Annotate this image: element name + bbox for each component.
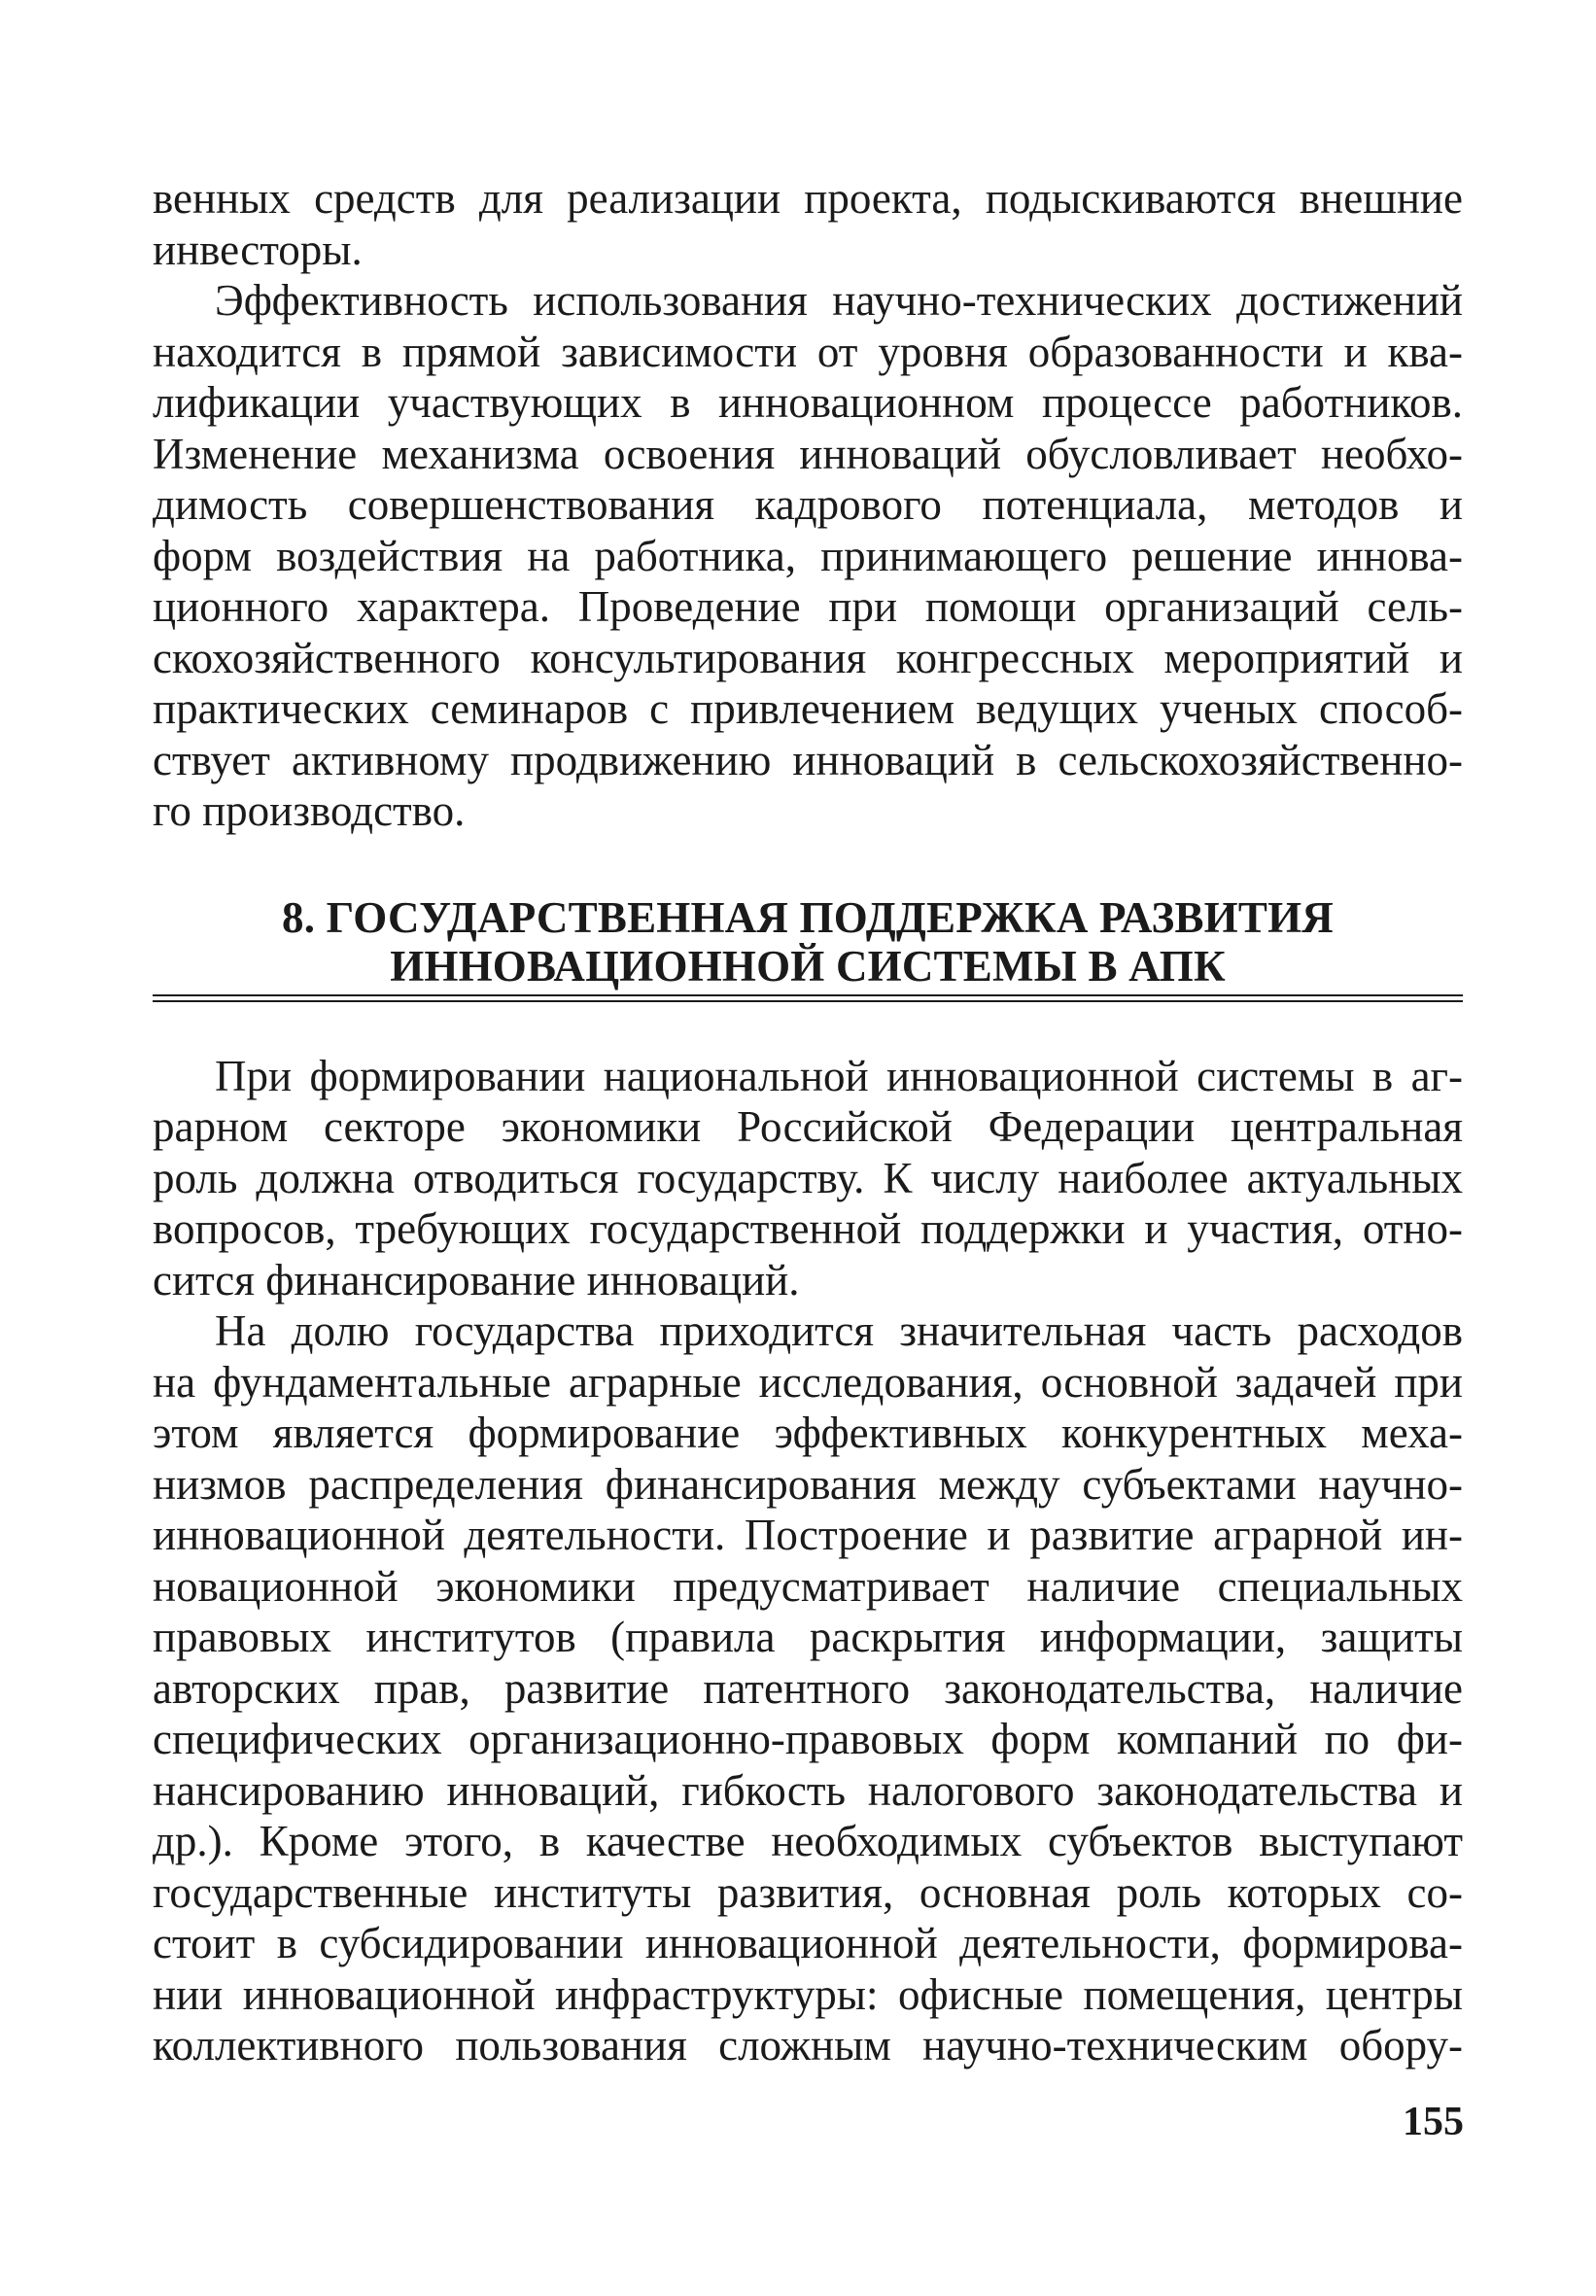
heading-double-rule	[153, 994, 1463, 1002]
section-heading	[153, 893, 1463, 991]
text-line: сится финансирование инноваций.	[153, 1255, 800, 1305]
text-line: форм воздействия на работника, принимающего решение иннова-	[153, 531, 1463, 580]
paragraph-national-system	[153, 1051, 1463, 1306]
text-line: нансированию инноваций, гибкость налогового законодательства и	[153, 1765, 1463, 1815]
text-line: При формировании национальной инновационной системы в аг-	[215, 1051, 1463, 1100]
page-body	[153, 173, 1463, 2071]
text-line: др.). Кроме этого, в качестве необходимых субъектов выступают	[153, 1817, 1463, 1865]
section-heading-line-1: 8. ГОСУДАРСТВЕННАЯ ПОДДЕРЖКА РАЗВИТИЯ	[282, 892, 1334, 942]
text-line: венных средств для реализации проекта, подыскиваются внешние	[153, 174, 1463, 223]
text-line: роль должна отводиться государству. К числу наиболее актуальных	[153, 1153, 1463, 1202]
text-line: правовых институтов (правила раскрытия информации, защиты	[153, 1613, 1463, 1661]
text-line: На долю государства приходится значительная часть расходов	[215, 1306, 1463, 1355]
text-line: инновационной деятельности. Построение и развитие аграрной ин-	[153, 1511, 1463, 1559]
text-line: новационной экономики предусматривает наличие специальных	[153, 1561, 1463, 1611]
page-number: 155	[1403, 2100, 1464, 2144]
text-line: находится в прямой зависимости от уровня образованности и ква-	[153, 327, 1463, 376]
section-heading-line-2: ИННОВАЦИОННОЙ СИСТЕМЫ В АПК	[390, 941, 1226, 991]
text-line: димость совершенствования кадрового потенциала, методов и	[153, 480, 1463, 529]
text-line: Эффективность использования научно-технических достижений	[215, 276, 1463, 325]
text-line: этом является формирование эффективных конкурентных меха-	[153, 1409, 1463, 1457]
text-line: лификации участвующих в инновационном процессе работников.	[153, 378, 1463, 427]
paragraph-efficiency	[153, 275, 1463, 837]
text-line: ствует активному продвижению инноваций в сельскохозяйственно-	[153, 735, 1463, 784]
text-line: го производство.	[153, 786, 466, 835]
text-line: инвесторы.	[153, 225, 363, 274]
text-line: специфических организационно-правовых форм компаний по фи-	[153, 1715, 1463, 1763]
text-line: рарном секторе экономики Российской Федерации центральная	[153, 1102, 1463, 1151]
text-line: ционного характера. Проведение при помощи организаций сель-	[153, 582, 1463, 631]
text-line: государственные институты развития, основная роль которых со-	[153, 1867, 1463, 1917]
paragraph-state-share	[153, 1305, 1463, 2071]
text-line: Изменение механизма освоения инноваций обусловливает необхо-	[153, 429, 1463, 478]
text-line: стоит в субсидировании инновационной деятельности, формирова-	[153, 1919, 1463, 1967]
text-line: на фундаментальные аграрные исследования, основной задачей при	[153, 1357, 1463, 1407]
text-line: вопросов, требующих государственной поддержки и участия, отно-	[153, 1204, 1463, 1253]
text-line: скохозяйственного консультирования конгрессных мероприятий и	[153, 633, 1463, 682]
text-line: коллективного пользования сложным научно-техническим обору-	[153, 2021, 1463, 2070]
text-line: нии инновационной инфраструктуры: офисные помещения, центры	[153, 1969, 1463, 2019]
text-line: практических семинаров с привлечением ведущих ученых способ-	[153, 684, 1463, 733]
paragraph-continuation	[153, 173, 1463, 275]
text-line: низмов распределения финансирования между субъектами научно-	[153, 1459, 1463, 1509]
text-line: авторских прав, развитие патентного законодательства, наличие	[153, 1663, 1463, 1713]
